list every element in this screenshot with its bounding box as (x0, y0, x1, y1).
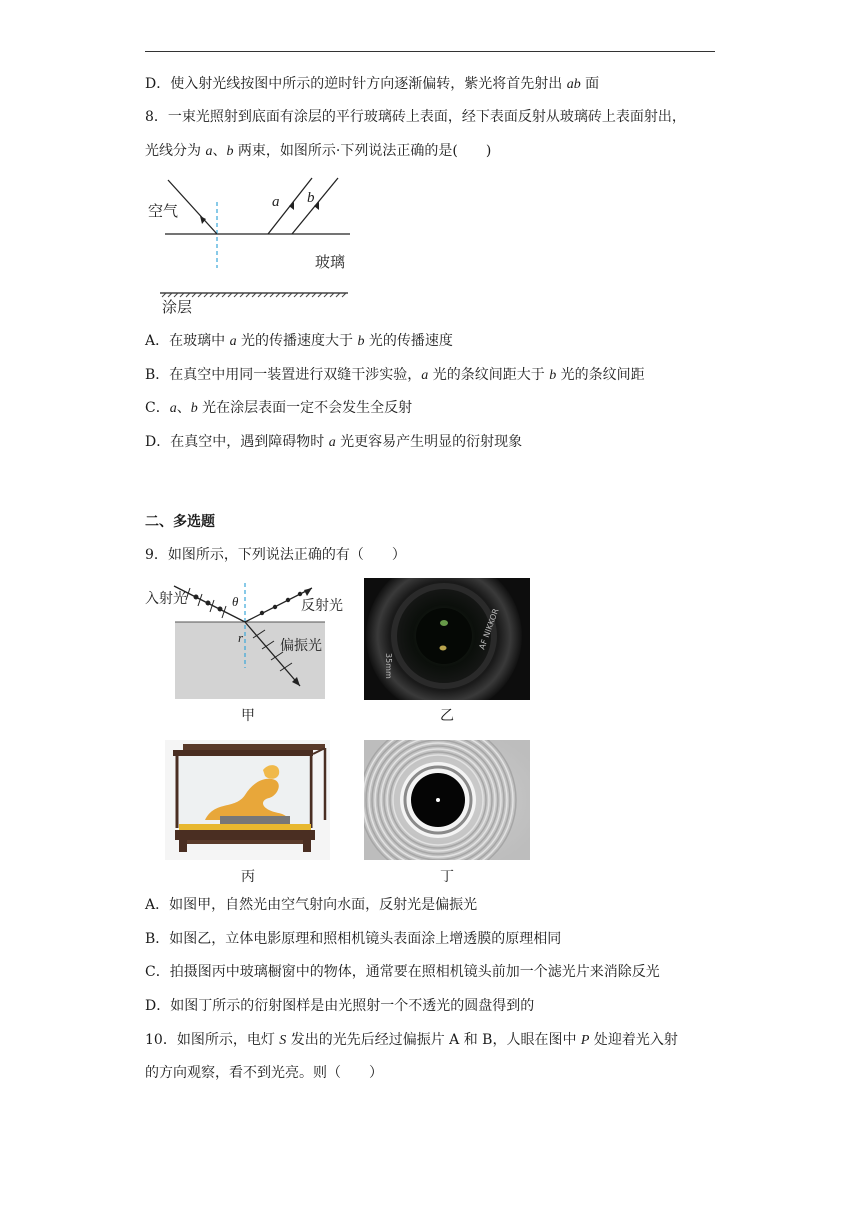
label-glass: 玻璃 (315, 253, 346, 271)
incident-arrow (200, 216, 206, 224)
label-ray-a: a (272, 194, 280, 210)
fig-ding (364, 740, 530, 860)
caption-bing: 丙 (241, 869, 255, 885)
q10-stem-line2: 的方向观察，看不到光亮。则（ ） (145, 1065, 383, 1081)
label-air: 空气 (148, 202, 179, 220)
q8-option-d: D．在真空中，遇到障碍物时 a 光更容易产生明显的衍射现象 (145, 434, 523, 450)
label-coating: 涂层 (162, 298, 193, 316)
fig-bing (165, 740, 330, 860)
poisson-spot (436, 798, 440, 802)
lens-text-left: 35mm (384, 653, 393, 679)
caption-jia: 甲 (241, 708, 255, 724)
q8-option-c: C．a、b 光在涂层表面一定不会发生全反射 (145, 400, 413, 416)
q8-stem-line1: 8．一束光照射到底面有涂层的平行玻璃砖上表面，经下表面反射从玻璃砖上表面射出， (145, 109, 686, 125)
caption-ding: 丁 (440, 869, 454, 885)
label-theta: θ (232, 594, 239, 609)
q8-stem-line2: 光线分为 a、b 两束，如图所示·下列说法正确的是( ) (145, 143, 492, 159)
q7-option-d: D．使入射光线按图中所示的逆时针方向逐渐偏转，紫光将首先射出 ab 面 (145, 76, 600, 92)
label-r: r (238, 630, 244, 645)
lens-text-right: AF NIKKOR (477, 607, 501, 651)
label-reflected: 反射光 (301, 598, 343, 614)
label-incident: 入射光 (145, 591, 187, 607)
section-heading: 二、多选题 (145, 514, 215, 530)
q8-figure (140, 172, 365, 317)
q8-option-b: B．在真空中用同一装置进行双缝干涉实验，a 光的条纹间距大于 b 光的条纹间距 (145, 367, 645, 383)
header-rule (145, 51, 715, 52)
q9-option-c: C．拍摄图丙中玻璃橱窗中的物体，通常要在照相机镜头前加一个滤光片来消除反光 (145, 964, 660, 980)
fig-jia (140, 578, 350, 703)
q9-option-b: B．如图乙，立体电影原理和照相机镜头表面涂上增透膜的原理相同 (145, 931, 562, 947)
q9-option-a: A．如图甲，自然光由空气射向水面，反射光是偏振光 (145, 897, 478, 913)
label-ray-b: b (307, 190, 315, 206)
q10-stem-line1: 10．如图所示，电灯 S 发出的光先后经过偏振片 A 和 B，人眼在图中 P 处迎着光入射 (145, 1032, 678, 1048)
caption-yi: 乙 (440, 708, 454, 724)
q9-stem: 9．如图所示，下列说法正确的有（ ） (145, 547, 406, 563)
q9-option-d: D．如图丁所示的衍射图样是由光照射一个不透光的圆盘得到的 (145, 998, 535, 1014)
fig-yi (364, 578, 530, 700)
water-block (175, 622, 325, 699)
label-polarized: 偏振光 (280, 638, 322, 654)
q8-option-a: A．在玻璃中 a 光的传播速度大于 b 光的传播速度 (145, 333, 453, 349)
